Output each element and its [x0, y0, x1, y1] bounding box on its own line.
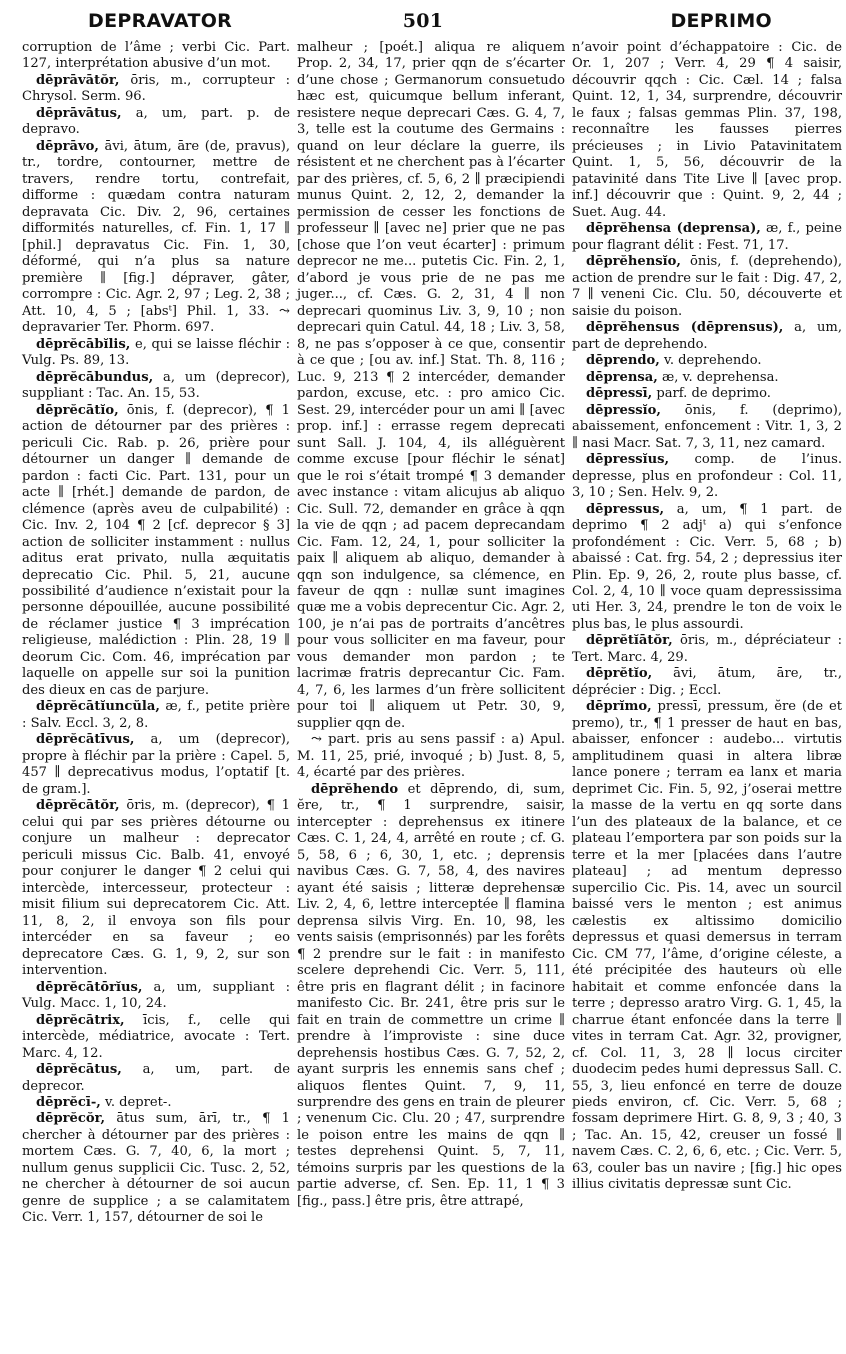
headword: dēprĕcātĭuncŭla,: [36, 699, 160, 715]
dictionary-entry: [22, 337, 290, 370]
dictionary-entry: [22, 106, 290, 139]
headword: dēprĕtĭo,: [586, 666, 653, 682]
headword: dēprĕcātĭo,: [36, 402, 119, 418]
dictionary-entry: [572, 502, 842, 634]
dictionary-entry: [572, 633, 842, 666]
headword: dēprāvātus,: [36, 105, 122, 121]
dictionary-entry: [297, 732, 565, 781]
entry-text: ōris, m., dépréciateur : Tert. Marc. 4, 29.: [572, 633, 842, 665]
dictionary-entry: [572, 370, 842, 386]
entry-text: ātus sum, ārī, tr., ¶ 1 chercher à détourner par des prières : mortem Cæs. G. 7, 40, 6, la mort ; nullum genus supplicii Cic. Tusc. 2, 52, ne chercher à détourner de soi aucun genre de supplice ; a se calamitatem Cic. Verr. 1, 157, détourner de soi le: [22, 1111, 290, 1226]
headword: dēpressĭo,: [586, 402, 661, 418]
entry-text: ōnis, f. (deprehendo), action de prendre sur le fait : Dig. 47, 2, 7 ∥ veneni Cic. Clu. 50, découverte et saisie du poison.: [572, 254, 842, 319]
column-middle: [297, 40, 565, 1210]
entry-text: a, um, ¶ 1 part. de deprimo ¶ 2 adjᵗ a) qui s’enfonce profondément : Cic. Verr. 5, 68 ; b) abaissé : Cat. frg. 54, 2 ; depressius iter Plin. Ep. 9, 26, 2, route plus basse, cf. Col. 2, 4, 10 ∥ voce quam depressissima uti Her. 3, 24, prendre le ton de voix le plus bas, le plus assourdi.: [572, 501, 842, 632]
headword: dēprĕhensus (dēprensus),: [586, 320, 784, 336]
dictionary-entry: [22, 980, 290, 1013]
dictionary-entry: [572, 386, 842, 402]
dictionary-entry: [22, 699, 290, 732]
dictionary-entry: [22, 1111, 290, 1226]
headword: dēprĕhensa (deprensa),: [586, 221, 761, 237]
headword: dēprĕcātrix,: [36, 1012, 125, 1028]
headword: dēprĕtĭātŏr,: [586, 633, 673, 649]
headword: dēprĕcī-,: [36, 1095, 101, 1110]
dictionary-entry: [572, 221, 842, 254]
headword: dēprĭmo,: [586, 699, 652, 715]
entry-text: a, um (deprecor), propre à fléchir par la prière : Capel. 5, 457 ∥ deprecativus modus, l’optatif [t. de gram.].: [22, 732, 290, 797]
dictionary-entry: [22, 1062, 290, 1095]
entry-text: a, um, suppliant : Vulg. Macc. 1, 10, 24.: [22, 979, 290, 1012]
dictionary-entry: [572, 699, 842, 1194]
entry-text: āvi, ātum, āre (de, pravus), tr., tordre, contourner, mettre de travers, rendre tortu, contrefait, difforme : quædam contra naturam depravata Cic. Div. 2, 96, certaines difformités naturelles, cf. Fin. 1, 17 ∥ [phil.] depravatus Cic. Fin. 1, 30, déformé, qui n’a plus sa nature première ∥ [fig.] dépraver, gâter, corrompre : Cic. Agr. 2, 97 ; Leg. 2, 38 ; Att. 10, 4, 5 ; [absᵗ] Phil. 1, 33. ⤳ depravarier Ter. Phorm. 697.: [22, 138, 290, 336]
headword: dēprĕcātōrĭus,: [36, 979, 143, 995]
page-number: 501: [402, 10, 444, 32]
dictionary-entry: [22, 370, 290, 403]
headword: dēprĕcātus,: [36, 1062, 122, 1078]
entry-text: ōnis, f. (deprimo), abaissement, enfoncement : Vitr. 1, 3, 2 ∥ nasi Macr. Sat. 7, 3, 11, nez camard.: [572, 402, 842, 451]
column-right: [572, 40, 842, 1194]
dictionary-entry: [572, 254, 842, 320]
entry-text: ōnis, f. (deprecor), ¶ 1 action de détourner par des prières : periculi Cic. Rab. p. 26, prière pour détourner un danger ∥ demande de pardon : facti Cic. Part. 131, pour un acte ∥ [rhét.] demande de pardon, de clémence (après aveu de culpabilité) : Cic. Inv. 2, 104 ¶ 2 [cf. deprecor § 3] action de solliciter instamment : nullus aditus erat privato, nulla æquitatis deprecatio Cic. Phil. 5, 21, aucune possibilité d’audience n’existait pour la personne dépouillée, aucune possibilité de réclamer justice ¶ 3 imprécation religieuse, malédiction : Plin. 28, 19 ∥ deorum Cic. Com. 46, imprécation par laquelle on appelle sur soi la punition des dieux en cas de parjure.: [22, 402, 290, 698]
entry-text: æ, f., peine pour flagrant délit : Fest. 71, 17.: [572, 221, 842, 253]
entry-text: ⤳ part. pris au sens passif : a) Apul. M. 11, 25, prié, invoqué ; b) Just. 8, 5, 4, écarté par des prières.: [297, 732, 565, 781]
right-guide-word: DEPRIMO: [670, 10, 772, 32]
dictionary-entry: [22, 1095, 290, 1111]
dictionary-entry: [572, 666, 842, 699]
headword: dēprĕcātŏr,: [36, 798, 120, 814]
entry-text: malheur ; [poét.] aliqua re aliquem Prop. 2, 34, 17, prier qqn de s’écarter d’une chose ; Germanorum consuetudo hæc est, quicumque bellum inferant, resistere neque deprecari Cæs. G. 4, 7, 3, telle est la coutume des Germains : quand on leur déclare la guerre, ils résistent et ne cherchent pas à l’écarter par des prières, cf. 5, 6, 2 ∥ præcipiendi munus Quint. 2, 12, 2, demander la permission de cesser les fonctions de professeur ∥ [avec ne] prier que ne pas [chose que l’on veut écarter] : primum deprecor ne me... putetis Cic. Fin. 2, 1, d’abord je vous prie de ne pas me juger..., cf. Cæs. G. 2, 31, 4 ∥ non deprecari quominus Liv. 3, 9, 10 ; non deprecari quin Catul. 44, 18 ; Liv. 3, 58, 8, ne pas s’opposer à ce que, consentir à ce que ; [ou av. inf.] Stat. Th. 8, 116 ; Luc. 9, 213 ¶ 2 intercéder, demander pardon, excuse, etc. : pro amico Cic. Sest. 29, intercéder pour un ami ∥ [avec prop. inf.] : errasse regem deprecati sunt Sall. J. 104, 4, ils alléguèrent comme excuse [pour fléchir le sénat] que le roi s’était trompé ¶ 3 demander avec instance : vitam alicujus ab aliquo Cic. Sull. 72, demander en grâce à qqn la vie de qqn ; ad pacem deprecandam Cic. Fam. 12, 24, 1, pour solliciter la paix ∥ aliquem ab aliquo, demander à qqn son indulgence, sa clémence, en faveur de qqn : nullæ sunt imagines quæ me a vobis deprecentur Cic. Agr. 2, 100, je n’ai pas de portraits d’ancêtres pour vous solliciter en ma faveur, pour vous demander mon pardon ; te lacrimæ fratris deprecantur Cic. Fam. 4, 7, 6, les larmes d’un frère sollicitent pour toi ∥ aliquem ut Petr. 30, 9, supplier qqn de.: [297, 40, 565, 731]
headword: dēprĕcābĭlis,: [36, 336, 131, 352]
entry-text: e, qui se laisse fléchir : Vulg. Ps. 89, 13.: [22, 336, 290, 369]
headword: dēprĕhensĭo,: [586, 254, 681, 270]
entry-text: et dēprendo, di, sum, ĕre, tr., ¶ 1 surprendre, saisir, intercepter : deprehensus ex itinere Cæs. C. 1, 24, 4, arrêté en route ; cf. G. 5, 58, 6 ; 6, 30, 1, etc. ; deprensis navibus Cæs. G. 7, 58, 4, des navires ayant été saisis ; litteræ deprehensæ Liv. 2, 4, 6, lettre interceptée ∥ flamina deprensa silvis Virg. En. 10, 98, les vents saisis (emprisonnés) par les forêts ¶ 2 prendre sur le fait : in manifesto scelere deprehendi Cic. Verr. 5, 111, être pris en flagrant délit ; in facinore manifesto Cic. Br. 241, être pris sur le fait en train de commettre un crime ∥ prendre à l’improviste : sine duce deprehensis hostibus Cæs. G. 7, 52, 2, ayant surpris les ennemis sans chef ; aliquos flentes Quint. 7, 9, 11, surprendre des gens en train de pleurer ; venenum Cic. Clu. 20 ; 47, surprendre le poison entre les mains de qqn ∥ testes deprehensi Quint. 5, 7, 11, témoins surpris par les questions de la partie adverse, cf. Sen. Ep. 11, 1 ¶ 3 [fig., pass.] être pris, être attrapé,: [297, 781, 565, 1209]
headword: dēprensa,: [586, 369, 658, 385]
entry-continuation: [572, 40, 842, 221]
dictionary-entry: [572, 320, 842, 353]
entry-text: a, um, part. p. de depravo.: [22, 105, 290, 138]
entry-text: v. deprehendo.: [659, 353, 762, 369]
headword: dēpressus,: [586, 501, 665, 517]
entry-text: ōris, m. (deprecor), ¶ 1 celui qui par ses prières détourne ou conjure un malheur : deprecator periculi missus Cic. Balb. 41, envoyé pour conjurer le danger ¶ 2 celui qui intercède, intercesseur, protecteur : misit filium sui deprecatorem Cic. Att. 11, 8, 2, il envoya son fils pour intercéder en sa faveur ; eo deprecatore Cæs. G. 1, 9, 2, sur son intervention.: [22, 798, 290, 979]
dictionary-entry: [297, 782, 565, 1211]
dictionary-entry: [22, 1013, 290, 1062]
page-header: [22, 10, 824, 36]
entry-text: a, um (deprecor), suppliant : Tac. An. 15, 53.: [22, 369, 290, 402]
entry-text: a, um, part de deprehendo.: [572, 320, 842, 352]
headword: dēprendo,: [586, 353, 660, 369]
dictionary-entry: [22, 403, 290, 700]
entry-continuation: [297, 40, 565, 732]
entry-text: æ, v. deprehensa.: [657, 369, 779, 385]
entry-text: n’avoir point d’échappatoire : Cic. de Or. 1, 207 ; Verr. 4, 29 ¶ 4 saisir, découvrir qqch : Cic. Cæl. 14 ; falsa Quint. 12, 1, 34, surprendre, découvrir le faux ; falsas gemmas Plin. 37, 198, reconnaître les fausses pierres précieuses ; in Livio Patavinitatem Quint. 1, 5, 56, découvrir de la patavinité dans Tite Live ∥ [avec prop. inf.] découvrir que : Quint. 9, 2, 44 ; Suet. Aug. 44.: [572, 40, 842, 220]
dictionary-entry: [22, 139, 290, 337]
headword: dēpressĭus,: [586, 452, 670, 468]
headword: dēprĕhendo: [311, 781, 399, 797]
entry-text: parf. de deprimo.: [652, 386, 771, 402]
entry-text: īcis, f., celle qui intercède, médiatrice, avocate : Tert. Marc. 4, 12.: [22, 1012, 290, 1061]
entry-text: pressī, pressum, ĕre (de et premo), tr., ¶ 1 presser de haut en bas, abaisser, enfoncer : audebo... virtutis amplitudinem quasi in altera libræ lance ponere ; terram ea lanx et maria deprimet Cic. Fin. 5, 92, j’oserai mettre la masse de la vertu en qq sorte dans l’un des plateaux de la balance, et ce plateau l’emportera par son poids sur la terre et la mer [placées dans l’autre plateau] ; ad mentum depresso supercilio Cic. Pis. 14, avec un sourcil baissé vers le menton ; est animus cælestis ex altissimo domicilio depressus et quasi demersus in terram Cic. CM 77, l’âme, d’origine céleste, a été précipitée des hauteurs où elle habitait et comme enfoncée dans la terre ; depresso aratro Virg. G. 1, 45, la charrue étant enfoncée dans la terre ∥ vites in terram Cat. Agr. 32, provigner, cf. Col. 11, 3, 28 ∥ locus circiter duodecim pedes humi depressus Sall. C. 55, 3, lieu enfoncé en terre de douze pieds environ, cf. Cic. Verr. 5, 68 ; fossam deprimere Hirt. G. 8, 9, 3 ; 40, 3 ; Tac. An. 15, 42, creuser un fossé ∥ navem Cæs. C. 2, 6, 6, etc. ; Cic. Verr. 5, 63, couler bas un navire ; [fig.] hic opes illius civitatis depressæ sunt Cic.: [572, 699, 842, 1193]
entry-text: æ, f., petite prière : Salv. Eccl. 3, 2, 8.: [22, 699, 290, 731]
entry-text: comp. de l’inus. depresse, plus en profondeur : Col. 11, 3, 10 ; Sen. Helv. 9, 2.: [572, 452, 842, 501]
headword: dēprĕcābundus,: [36, 369, 154, 385]
dictionary-entry: [572, 403, 842, 452]
headword: dēprĕcātīvus,: [36, 732, 135, 748]
dictionary-entry: [572, 353, 842, 369]
entry-text: āvi, ātum, āre, tr., déprécier : Dig. ; Eccl.: [572, 666, 842, 698]
column-left: [22, 40, 290, 1227]
dictionary-entry: [22, 798, 290, 979]
entry-text: ōris, m., corrupteur : Chrysol. Serm. 96.: [22, 72, 290, 105]
dictionary-entry: [572, 452, 842, 501]
headword: dēprĕcŏr,: [36, 1111, 106, 1127]
headword: dēpressī,: [586, 386, 653, 402]
left-guide-word: DEPRAVATOR: [88, 10, 233, 32]
dictionary-entry: [22, 73, 290, 106]
entry-text: corruption de l’âme ; verbi Cic. Part. 127, interprétation abusive d’un mot.: [22, 40, 290, 72]
dictionary-entry: [22, 732, 290, 798]
entry-continuation: [22, 40, 290, 73]
headword: dēprāvo,: [36, 138, 99, 154]
entry-text: v. depret-.: [100, 1095, 172, 1110]
entry-text: a, um, part. de deprecor.: [22, 1062, 290, 1094]
headword: dēprāvātŏr,: [36, 72, 120, 88]
